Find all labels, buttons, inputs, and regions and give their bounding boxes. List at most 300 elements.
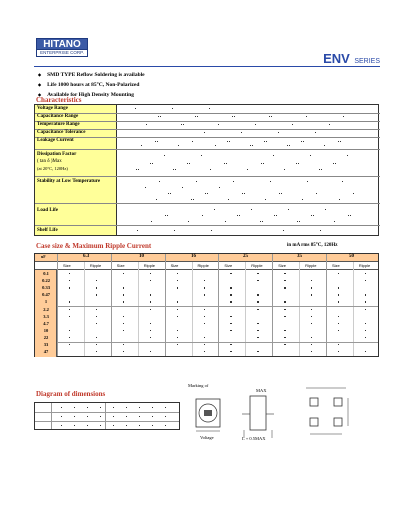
cap-cell: 47 (43, 349, 49, 354)
illegible-text-dot (165, 416, 166, 417)
illegible-text-dot (177, 287, 178, 288)
col-divider (57, 254, 58, 356)
illegible-text-dot (146, 124, 147, 125)
illegible-text-dot (100, 407, 101, 408)
illegible-text-dot (338, 294, 339, 295)
ripple-note: in mA rms 85°C, 120Hz (287, 243, 338, 248)
illegible-text-dot (230, 301, 231, 302)
illegible-text-dot (61, 407, 62, 408)
illegible-text-dot (170, 193, 171, 194)
illegible-text-dot (151, 221, 152, 222)
illegible-text-dot (284, 330, 285, 331)
illegible-text-dot (284, 344, 285, 345)
illegible-text-dot (159, 181, 160, 182)
illegible-text-dot (265, 199, 266, 200)
char-label-shelf-life: Shelf Life (37, 228, 58, 233)
illegible-text-dot (183, 124, 184, 125)
illegible-text-dot (152, 407, 153, 408)
voltage-header-50v: 50 (349, 254, 354, 259)
illegible-text-dot (123, 301, 124, 302)
illegible-text-dot (306, 116, 307, 117)
drawing-label-length: L + 0.5MAX (242, 436, 266, 441)
illegible-text-dot (338, 301, 339, 302)
col-divider (51, 403, 52, 429)
illegible-text-dot (152, 425, 153, 426)
illegible-text-dot (137, 230, 138, 231)
illegible-text-dot (145, 187, 146, 188)
illegible-text-dot (284, 316, 285, 317)
illegible-text-dot (87, 416, 88, 417)
illegible-text-dot (150, 294, 151, 295)
illegible-text-dot (303, 141, 304, 142)
illegible-text-dot (150, 351, 151, 352)
illegible-text-dot (74, 407, 75, 408)
illegible-text-dot (340, 141, 341, 142)
subheader-ripple: Ripple (305, 263, 317, 268)
illegible-text-dot (234, 116, 235, 117)
illegible-text-dot (311, 316, 312, 317)
illegible-text-dot (230, 344, 231, 345)
illegible-text-dot (204, 294, 205, 295)
illegible-text-dot (123, 344, 124, 345)
illegible-text-dot (201, 155, 202, 156)
illegible-text-dot (257, 351, 258, 352)
cap-cell: 33 (43, 342, 49, 347)
illegible-text-dot (298, 163, 299, 164)
illegible-text-dot (193, 199, 194, 200)
illegible-text-dot (230, 316, 231, 317)
illegible-text-dot (96, 280, 97, 281)
voltage-header-25v: 25 (243, 254, 248, 259)
illegible-text-dot (177, 344, 178, 345)
illegible-text-dot (284, 287, 285, 288)
char-label-low-temp-stability: Stability at Low Temperature (37, 179, 101, 184)
illegible-text-dot (87, 425, 88, 426)
illegible-text-dot (324, 145, 325, 146)
illegible-text-dot (252, 145, 253, 146)
illegible-text-dot (167, 215, 168, 216)
feature-item: ◆ Life 1000 hours at 85°C, Non-Polarized (38, 80, 145, 90)
illegible-text-dot (113, 425, 114, 426)
illegible-text-dot (365, 309, 366, 310)
subheader-size: Size (63, 263, 71, 268)
illegible-text-dot (283, 230, 284, 231)
illegible-text-dot (266, 141, 267, 142)
characteristics-table (34, 104, 379, 236)
illegible-text-dot (292, 124, 293, 125)
dimensions-table (34, 402, 180, 430)
illegible-text-dot (343, 116, 344, 117)
illegible-text-dot (311, 280, 312, 281)
illegible-text-dot (311, 294, 312, 295)
illegible-text-dot (311, 323, 312, 324)
illegible-text-dot (338, 316, 339, 317)
illegible-text-dot (152, 163, 153, 164)
illegible-text-dot (150, 280, 151, 281)
illegible-text-dot (229, 141, 230, 142)
cap-cell: 4.7 (43, 321, 49, 326)
side-view-drawing (236, 388, 280, 444)
subheader-size: Size (332, 263, 340, 268)
cap-header-cell: uF (41, 254, 46, 259)
illegible-text-dot (96, 316, 97, 317)
illegible-text-dot (365, 330, 366, 331)
illegible-text-dot (113, 407, 114, 408)
illegible-text-dot (69, 280, 70, 281)
illegible-text-dot (226, 163, 227, 164)
illegible-text-dot (189, 163, 190, 164)
capacitance-column (35, 270, 57, 357)
illegible-text-dot (150, 330, 151, 331)
illegible-text-dot (338, 273, 339, 274)
illegible-text-dot (126, 416, 127, 417)
illegible-text-dot (311, 344, 312, 345)
illegible-text-dot (209, 108, 210, 109)
illegible-text-dot (204, 309, 205, 310)
illegible-text-dot (218, 124, 219, 125)
cap-cell: 0.47 (42, 292, 50, 297)
illegible-text-dot (61, 425, 62, 426)
illegible-text-dot (113, 416, 114, 417)
illegible-text-dot (365, 323, 366, 324)
illegible-text-dot (335, 163, 336, 164)
illegible-text-dot (204, 132, 205, 133)
illegible-text-dot (204, 344, 205, 345)
subheader-ripple: Ripple (143, 263, 156, 268)
illegible-text-dot (311, 287, 312, 288)
illegible-text-dot (204, 337, 205, 338)
illegible-text-dot (316, 193, 317, 194)
illegible-text-dot (311, 351, 312, 352)
illegible-text-dot (214, 209, 215, 210)
illegible-text-dot (177, 309, 178, 310)
illegible-text-dot (329, 124, 330, 125)
illegible-text-dot (87, 407, 88, 408)
illegible-text-dot (241, 132, 242, 133)
cap-cell: 10 (43, 328, 49, 333)
illegible-text-dot (96, 344, 97, 345)
illegible-text-dot (150, 273, 151, 274)
drawing-label-max: MAX (256, 388, 267, 393)
illegible-text-dot (96, 323, 97, 324)
row-divider (35, 129, 380, 130)
cap-cell: 0.33 (42, 285, 50, 290)
illegible-text-dot (139, 416, 140, 417)
illegible-text-dot (177, 316, 178, 317)
illegible-text-dot (299, 221, 300, 222)
illegible-text-dot (273, 155, 274, 156)
subheader-ripple: Ripple (89, 263, 102, 268)
illegible-text-dot (257, 301, 258, 302)
char-label-voltage-range: Voltage Range (37, 106, 68, 111)
illegible-text-dot (177, 273, 178, 274)
illegible-text-dot (204, 316, 205, 317)
cap-cell: 22 (43, 335, 49, 340)
row-divider (35, 203, 380, 204)
subheader-ripple: Ripple (251, 263, 263, 268)
cap-cell: 1 (44, 299, 48, 304)
char-label-load-life: Load Life (37, 208, 58, 213)
illegible-text-dot (365, 337, 366, 338)
illegible-text-dot (239, 215, 240, 216)
illegible-text-dot (230, 330, 231, 331)
char-df-line-2: (at 20°C, 120Hz) (37, 166, 68, 171)
ripple-title: Case size & Maximum Ripple Current (36, 242, 152, 250)
illegible-text-dot (204, 323, 205, 324)
illegible-text-dot (257, 280, 258, 281)
illegible-text-dot (96, 287, 97, 288)
subheader-size: Size (170, 263, 179, 268)
illegible-text-dot (204, 280, 205, 281)
voltage-header-10v: 10 (139, 254, 144, 259)
char-label-capacitance-range: Capacitance Range (37, 114, 79, 119)
illegible-text-dot (338, 323, 339, 324)
footprint-outline (298, 384, 354, 444)
ripple-current-table (34, 253, 379, 357)
illegible-text-dot (289, 145, 290, 146)
illegible-text-dot (334, 221, 335, 222)
illegible-text-dot (257, 294, 258, 295)
illegible-text-dot (139, 425, 140, 426)
illegible-text-dot (228, 199, 229, 200)
illegible-text-dot (284, 301, 285, 302)
illegible-text-dot (157, 141, 158, 142)
illegible-text-dot (138, 169, 139, 170)
characteristics-title: Characteristics (36, 96, 82, 104)
row-divider (35, 225, 380, 226)
illegible-text-dot (123, 351, 124, 352)
illegible-text-dot (233, 181, 234, 182)
illegible-text-dot (365, 294, 366, 295)
top-view-outline (188, 383, 228, 443)
header-divider (34, 66, 380, 67)
illegible-text-dot (257, 323, 258, 324)
illegible-text-dot (69, 330, 70, 331)
illegible-text-dot (123, 316, 124, 317)
illegible-text-dot (150, 323, 151, 324)
drawing-label-voltage: Voltage (200, 435, 214, 440)
illegible-text-dot (257, 273, 258, 274)
illegible-text-dot (69, 337, 70, 338)
illegible-text-dot (123, 330, 124, 331)
illegible-text-dot (365, 301, 366, 302)
feature-item: ◆ SMD TYPE Reflow Soldering is available (38, 70, 145, 80)
illegible-text-dot (262, 221, 263, 222)
char-label-capacitance-tolerance: Capacitance Tolerance (37, 130, 86, 135)
illegible-text-dot (123, 294, 124, 295)
illegible-text-dot (219, 187, 220, 188)
row-divider (35, 137, 380, 138)
voltage-header-16v: 16 (191, 254, 196, 259)
illegible-text-dot (342, 181, 343, 182)
drawing-label-marking: Marking of (188, 383, 209, 388)
illegible-text-dot (325, 209, 326, 210)
illegible-text-dot (182, 187, 183, 188)
subheader-ripple: Ripple (197, 263, 209, 268)
dimensions-title: Diagram of dimensions (36, 390, 106, 398)
illegible-text-dot (215, 145, 216, 146)
illegible-text-dot (255, 124, 256, 125)
illegible-text-dot (230, 294, 231, 295)
cap-cell: 0.22 (42, 278, 50, 283)
illegible-text-dot (100, 425, 101, 426)
illegible-text-dot (74, 416, 75, 417)
illegible-text-dot (207, 193, 208, 194)
illegible-text-dot (302, 199, 303, 200)
illegible-text-dot (135, 108, 136, 109)
cap-cell: 3.3 (43, 314, 49, 319)
illegible-text-dot (313, 215, 314, 216)
voltage-header-35v: 35 (297, 254, 302, 259)
illegible-text-dot (69, 301, 70, 302)
illegible-text-dot (150, 301, 151, 302)
illegible-text-dot (192, 141, 193, 142)
char-label-dissipation-factor: Dissipation Factor (37, 152, 77, 157)
subheader-size: Size (278, 263, 286, 268)
illegible-text-dot (211, 230, 212, 231)
illegible-text-dot (276, 215, 277, 216)
col-divider (218, 254, 219, 356)
row-divider (35, 149, 380, 150)
illegible-text-dot (321, 169, 322, 170)
illegible-text-dot (202, 215, 203, 216)
illegible-text-dot (338, 351, 339, 352)
top-view-drawing (188, 383, 228, 443)
illegible-text-dot (150, 337, 151, 338)
row-divider (35, 113, 380, 114)
illegible-text-dot (310, 155, 311, 156)
illegible-text-dot (165, 407, 166, 408)
illegible-text-dot (347, 155, 348, 156)
illegible-text-dot (230, 273, 231, 274)
illegible-text-dot (174, 230, 175, 231)
illegible-text-dot (204, 287, 205, 288)
footprint-drawing (298, 384, 354, 444)
illegible-text-dot (126, 425, 127, 426)
illegible-text-dot (320, 230, 321, 231)
illegible-text-dot (123, 323, 124, 324)
row-divider (35, 121, 380, 122)
illegible-text-dot (244, 193, 245, 194)
illegible-text-dot (126, 407, 127, 408)
illegible-text-dot (350, 215, 351, 216)
char-label-leakage-current: Leakage Current (37, 138, 74, 143)
illegible-text-dot (188, 221, 189, 222)
illegible-text-dot (230, 287, 231, 288)
col-divider (272, 254, 273, 356)
illegible-text-dot (230, 323, 231, 324)
illegible-text-dot (150, 309, 151, 310)
illegible-text-dot (69, 273, 70, 274)
illegible-text-dot (69, 344, 70, 345)
illegible-text-dot (263, 163, 264, 164)
illegible-text-dot (177, 337, 178, 338)
char-df-line-1: ( tan δ )Max (37, 159, 62, 164)
row-divider (57, 306, 378, 307)
illegible-text-dot (96, 351, 97, 352)
illegible-text-dot (164, 155, 165, 156)
illegible-text-dot (177, 280, 178, 281)
illegible-text-dot (353, 193, 354, 194)
illegible-text-dot (338, 287, 339, 288)
feature-list (38, 70, 145, 99)
illegible-text-dot (177, 301, 178, 302)
feature-item: ◆ Available for High Density Mounting (38, 90, 145, 100)
subheader-ripple: Ripple (358, 263, 371, 268)
illegible-text-dot (365, 280, 366, 281)
illegible-text-dot (284, 309, 285, 310)
col-divider (165, 254, 166, 356)
illegible-text-dot (165, 425, 166, 426)
illegible-text-dot (338, 330, 339, 331)
illegible-text-dot (100, 416, 101, 417)
illegible-text-dot (284, 280, 285, 281)
char-label-temperature-range: Temperature Range (37, 122, 80, 127)
illegible-text-dot (123, 287, 124, 288)
voltage-header-6v3: 6.3 (83, 254, 90, 259)
logo-name: HITANO (36, 38, 88, 50)
illegible-text-dot (96, 294, 97, 295)
illegible-text-dot (172, 108, 173, 109)
illegible-text-dot (339, 199, 340, 200)
illegible-text-dot (288, 209, 289, 210)
dim-value-dots (57, 403, 175, 429)
illegible-text-dot (69, 287, 70, 288)
illegible-text-dot (96, 309, 97, 310)
illegible-text-dot (257, 330, 258, 331)
illegible-text-dot (61, 416, 62, 417)
illegible-text-dot (156, 199, 157, 200)
illegible-text-dot (307, 181, 308, 182)
illegible-text-dot (152, 416, 153, 417)
hitano-logo (36, 38, 88, 57)
illegible-text-dot (270, 181, 271, 182)
illegible-text-dot (271, 116, 272, 117)
illegible-text-dot (365, 273, 366, 274)
illegible-text-dot (196, 181, 197, 182)
col-divider (326, 254, 327, 356)
illegible-text-dot (178, 145, 179, 146)
illegible-text-dot (247, 169, 248, 170)
illegible-text-dot (69, 316, 70, 317)
illegible-text-dot (141, 145, 142, 146)
cap-cell: 0.1 (43, 271, 49, 276)
illegible-text-dot (74, 425, 75, 426)
illegible-text-dot (210, 169, 211, 170)
illegible-text-dot (123, 273, 124, 274)
illegible-text-dot (251, 209, 252, 210)
illegible-text-dot (204, 351, 205, 352)
cap-cell: 2.2 (43, 307, 49, 312)
illegible-text-dot (175, 169, 176, 170)
illegible-text-dot (197, 116, 198, 117)
illegible-text-dot (225, 221, 226, 222)
illegible-text-dot (311, 309, 312, 310)
illegible-text-dot (365, 351, 366, 352)
illegible-text-dot (160, 116, 161, 117)
subheader-size: Size (116, 263, 125, 268)
row-divider (57, 342, 378, 343)
subheader-size: Size (224, 263, 233, 268)
series-suffix: SERIES (354, 58, 380, 65)
col-divider (111, 254, 112, 356)
logo-subtitle: ENTERPRISE CORP. (36, 50, 88, 57)
illegible-text-dot (96, 337, 97, 338)
illegible-text-dot (281, 193, 282, 194)
illegible-text-dot (257, 337, 258, 338)
row-divider (35, 176, 380, 177)
illegible-text-dot (278, 132, 279, 133)
